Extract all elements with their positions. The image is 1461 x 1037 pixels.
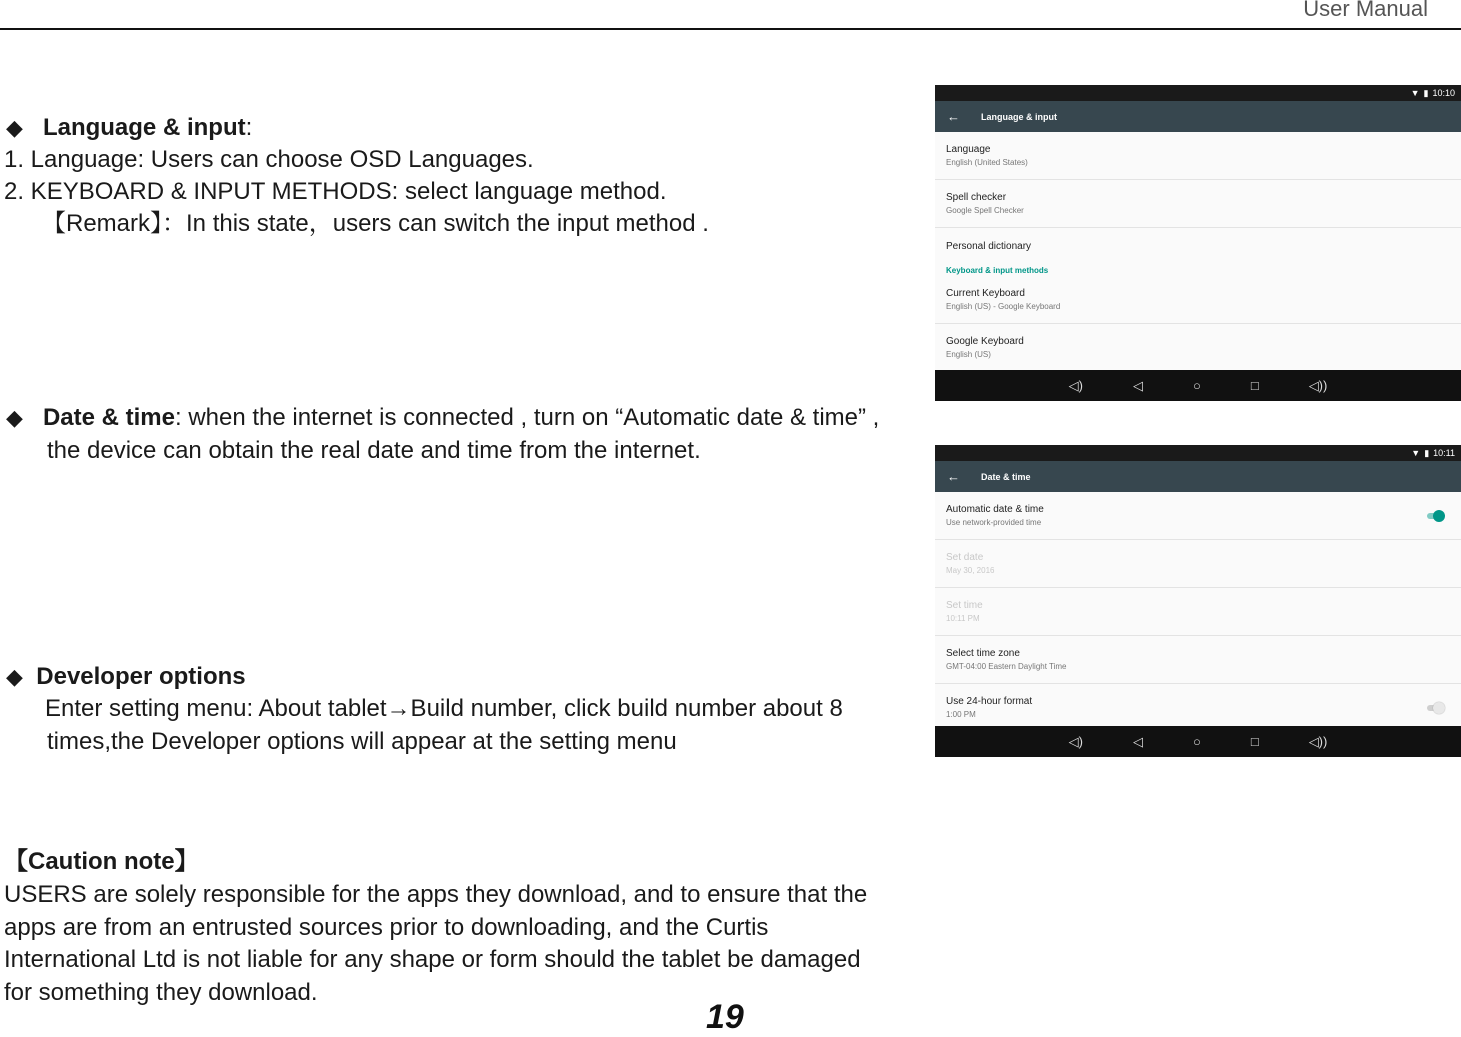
date-time-heading: Date & time [42, 404, 175, 431]
nav-home-icon[interactable]: ○ [1192, 734, 1201, 749]
wifi-icon: ▼ [1410, 88, 1420, 98]
volume-up-icon[interactable]: ◁)) [1308, 733, 1328, 749]
battery-icon: ▮ [1424, 447, 1430, 458]
settings-item-title: Automatic date & time [946, 504, 1044, 515]
app-bar [935, 101, 1461, 132]
battery-icon: ▮ [1423, 87, 1429, 98]
section-header-keyboard: Keyboard & input methods [946, 265, 1049, 275]
volume-up-icon[interactable]: ◁)) [1308, 377, 1328, 393]
settings-item-set-time [935, 588, 1461, 636]
settings-item-current-keyboard[interactable] [935, 276, 1461, 324]
language-input-heading: Language & input [42, 114, 246, 141]
bullet-diamond-icon: ◆ [6, 405, 23, 430]
status-bar [935, 445, 1461, 461]
settings-item-subtitle: Use network-provided time [946, 518, 1042, 527]
nav-home-icon[interactable]: ○ [1192, 378, 1201, 393]
volume-down-icon[interactable]: ◁) [1068, 377, 1083, 393]
settings-item-google-keyboard[interactable] [935, 324, 1461, 370]
date-time-line-2: the device can obtain the real date and time from the internet. [47, 437, 701, 464]
status-time: 10:11 [1433, 448, 1455, 458]
settings-item-subtitle: 1:00 PM [946, 710, 976, 719]
developer-line-2: times,the Developer options will appear at the setting menu [47, 728, 677, 755]
settings-item-title: Spell checker [946, 192, 1007, 203]
date-time-line-1 [6, 402, 879, 434]
page-number: 19 [706, 998, 744, 1036]
app-bar-title: Language & input [981, 111, 1057, 122]
settings-item-subtitle: 10:11 PM [946, 614, 980, 623]
nav-recents-icon[interactable]: □ [1250, 734, 1259, 749]
settings-item-title: Language [946, 144, 991, 155]
navigation-bar [935, 726, 1461, 757]
settings-list [935, 132, 1461, 370]
settings-item-title: Set time [946, 600, 983, 611]
settings-item-select-time-zone[interactable] [935, 636, 1461, 684]
settings-item-title: Google Keyboard [946, 336, 1024, 347]
navigation-bar [935, 370, 1461, 401]
back-arrow-icon[interactable]: ← [947, 469, 960, 484]
status-bar [935, 85, 1461, 101]
language-item-2: 2. KEYBOARD & INPUT METHODS: select language method. [4, 178, 667, 205]
developer-line-1: Enter setting menu: About tablet→Build number, click build number about 8 [45, 695, 843, 722]
developer-heading-line [6, 661, 246, 693]
settings-item-personal-dictionary[interactable] [935, 228, 1461, 264]
settings-item-title: Current Keyboard [946, 288, 1025, 299]
settings-item-title: Select time zone [946, 648, 1020, 659]
language-remark: 【Remark】：In this state，users can switch the input method . [42, 210, 709, 237]
settings-item-subtitle: English (US) - Google Keyboard [946, 302, 1061, 311]
language-input-heading-line [6, 112, 252, 144]
bullet-diamond-icon: ◆ [6, 664, 23, 689]
settings-item-subtitle: GMT-04:00 Eastern Daylight Time [946, 662, 1067, 671]
caution-line-1: USERS are solely responsible for the apps they download, and to ensure that the [4, 881, 868, 908]
toggle-knob [1433, 702, 1445, 714]
language-item-1: 1. Language: Users can choose OSD Languages. [4, 146, 534, 173]
status-time: 10:10 [1432, 88, 1455, 98]
settings-item-subtitle: English (United States) [946, 158, 1028, 167]
language-input-screenshot [935, 85, 1461, 401]
volume-down-icon[interactable]: ◁) [1068, 733, 1083, 749]
settings-list [935, 492, 1461, 726]
date-time-description: : when the internet is connected , turn on “Automatic date & time” , [174, 404, 880, 431]
nav-back-icon[interactable]: ◁ [1132, 377, 1143, 393]
nav-recents-icon[interactable]: □ [1250, 378, 1259, 393]
settings-item-subtitle: May 30, 2016 [946, 566, 995, 575]
nav-back-icon[interactable]: ◁ [1132, 733, 1143, 749]
wifi-icon: ▼ [1411, 448, 1421, 458]
settings-item-automatic-date-time[interactable] [935, 492, 1461, 540]
settings-item-title: Set date [946, 552, 984, 563]
settings-item-subtitle: Google Spell Checker [946, 206, 1024, 215]
date-time-screenshot [935, 445, 1461, 757]
back-arrow-icon[interactable]: ← [947, 109, 960, 124]
header-divider [0, 28, 1461, 30]
settings-item-title: Use 24-hour format [946, 696, 1033, 707]
automatic-date-time-toggle[interactable] [1425, 511, 1445, 521]
caution-line-3: International Ltd is not liable for any shape or form should the tablet be damaged [4, 946, 861, 973]
app-bar-title: Date & time [981, 471, 1031, 482]
developer-heading: Developer options [36, 663, 246, 690]
caution-heading: 【Caution note】 [4, 848, 199, 875]
24-hour-format-toggle[interactable] [1425, 703, 1445, 713]
settings-item-language[interactable] [935, 132, 1461, 180]
settings-item-spell-checker[interactable] [935, 180, 1461, 228]
settings-item-set-date [935, 540, 1461, 588]
settings-item-title: Personal dictionary [946, 240, 1032, 252]
toggle-knob [1433, 510, 1445, 522]
settings-item-24-hour-format[interactable] [935, 684, 1461, 726]
caution-line-2: apps are from an entrusted sources prior to downloading, and the Curtis [4, 914, 769, 941]
app-bar [935, 461, 1461, 492]
document-header-title: User Manual [1303, 0, 1428, 21]
settings-item-subtitle: English (US) [946, 350, 991, 359]
bullet-diamond-icon: ◆ [6, 115, 23, 140]
caution-line-4: for something they download. [4, 979, 318, 1006]
language-input-heading-colon: : [245, 114, 253, 141]
